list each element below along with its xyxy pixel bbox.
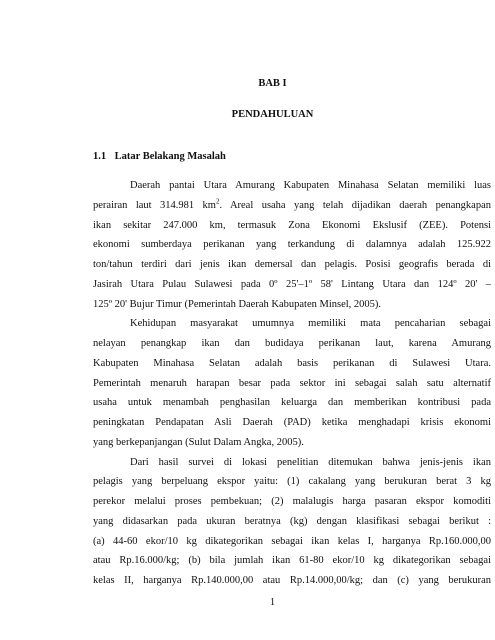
text-line: Dari hasil survei di lokasi penelitian ditemukan bahwa jenis-jenis ikan [130,456,491,468]
text-line: yang berkepanjangan (Sulut Dalam Angka, 2005). [93,436,304,448]
text-line: perairan laut 314.981 $km^2$. Areal usaha yang telah dijadikan daerah penangkapan [93,197,491,211]
text-line: (a) 44-60 ekor/10 kg dikategorikan sebagai ikan kelas I, harganya Rp.160.000,00 [93,535,491,547]
section-title: Latar Belakang Masalah [114,151,226,162]
text-line: nelayan penangkap ikan dan budidaya perikanan laut, karena Amurang [93,338,491,349]
section-heading [93,151,226,162]
text-line: peningkatan Pendapatan Asli Daerah (PAD) ketika menghadapi krisis ekonomi [93,417,491,428]
text-line: ekonomi sumberdaya perikanan yang terkandung di dalamnya adalah 125.922 [93,239,491,251]
text-line: Pemerintah menaruh harapan besar pada sektor ini sebagai salah satu alternatif [93,377,491,389]
text-line: 125º 20' Bujur Timur (Pemerintah Daerah Kabupaten Minsel, 2005). [93,298,382,310]
text-line: yang didasarkan pada ukuran beratnya (kg) dengan klasifikasi sebagai berikut : [93,515,491,527]
chapter-title: PENDAHULUAN [231,109,314,120]
text-line: atau Rp.16.000/kg; (b) bila jumlah ikan 61-80 ekor/10 kg dikategorikan sebagai [93,555,491,567]
text-line: ton/tahun terdiri dari jenis ikan demersal dan pelagis. Posisi geografis berada di [93,259,491,270]
text-line: kelas II, harganya Rp.140.000,00 atau Rp.14.000,00/kg; dan (c) yang berukuran [93,575,491,586]
text-line: ikan sekitar 247.000 km, termasuk Zona Ekonomi Ekslusif (ZEE). Potensi [93,219,491,231]
page-number: 1 [269,597,276,608]
text-line: Kabupaten Minahasa Selatan adalah basis perikanan di Sulawesi Utara. [93,357,491,369]
superscript: 2 [215,197,220,206]
section-number: 1.1 [93,151,107,162]
text-line: usaha untuk menambah penghasilan keluarga dan memberikan kontribusi pada [93,397,491,409]
text-line: Daerah pantai Utara Amurang Kabupaten Minahasa Selatan memiliki luas [130,180,491,191]
text-line: Kehidupan masyarakat umumnya memiliki mata pencaharian sebagai [130,318,491,330]
text-line: perekor melalui proses pembekuan; (2) malalugis harga pasaran ekspor komoditi [93,496,491,507]
text-line: Jasirah Utara Pulau Sulawesi pada 0º 25'–1º 58' Lintang Utara dan 124º 20' – [93,278,491,290]
chapter-number: BAB I [258,78,287,89]
text-line: pelagis yang berpeluang ekspor yaitu: (1) cakalang yang berukuran berat 3 kg [93,476,491,488]
